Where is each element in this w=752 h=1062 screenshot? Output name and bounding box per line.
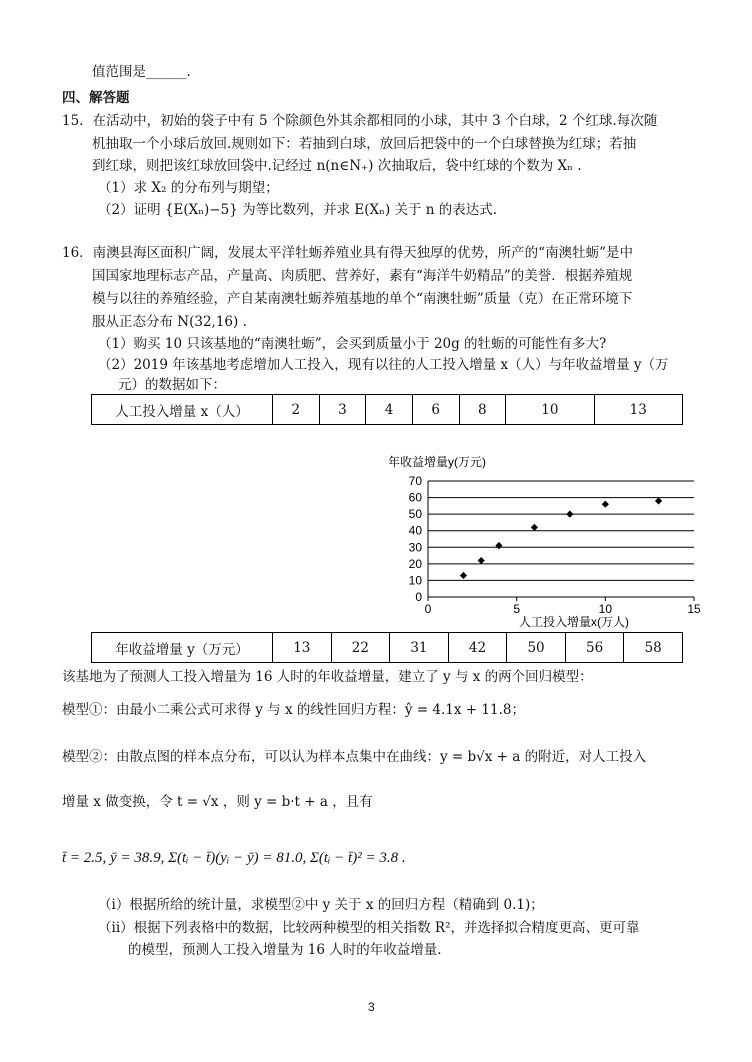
model-2-line-2: 增量 x 做变换，令 t = √x ，则 y = b·t + a ，且有 — [62, 794, 373, 810]
table-cell: 2 — [273, 395, 320, 425]
q15-line-1: 15．在活动中，初始的袋子中有 5 个除颜色外其余都相同的小球，其中 3 个白球，2 个红球.每次随 — [62, 113, 658, 129]
q16-part-1: （1）购买 10 只该基地的“南澳牡蛎”，会买到质量小于 20g 的牡蛎的可能性有多大? — [98, 336, 607, 352]
table-cell: 22 — [331, 633, 390, 663]
table-cell: 4 — [366, 395, 413, 425]
table-row — [92, 633, 683, 663]
y-tick-label: 20 — [408, 556, 422, 571]
sub-question-i: （i）根据所给的统计量，求模型②中 y 关于 x 的回归方程（精确到 0.1)； — [98, 897, 544, 913]
y-tick-label: 50 — [408, 507, 422, 522]
table-cell: 13 — [273, 633, 332, 663]
sub-question-ii: （ii）根据下列表格中的数据，比较两种模型的相关指数 R²，并选择拟合精度更高、更可靠 — [98, 920, 640, 936]
data-point — [495, 542, 502, 549]
q16-line-1: 16．南澳县海区面积广阔，发展太平洋牡蛎养殖业具有得天独厚的优势，所产的“南澳牡蛎”是中 — [62, 245, 633, 261]
chart-xlabel: 人工投入增量x(万人) — [519, 615, 629, 629]
fill-blank-answer: 值范围是______. — [92, 64, 191, 80]
chart-title: 年收益增量y(万元) — [388, 455, 486, 469]
x-tick-label: 5 — [513, 602, 521, 616]
y-tick-label: 40 — [408, 523, 422, 538]
data-point — [566, 511, 573, 518]
data-point — [655, 497, 662, 504]
after-table-text: 该基地为了预测人工投入增量为 16 人时的年收益增量，建立了 y 与 x 的两个回归模型： — [62, 669, 593, 685]
q16-part-2: （2）2019 年该基地考虑增加人工投入，现有以往的人工投入增量 x（人）与年收益增量 y（万 — [98, 357, 669, 373]
table-cell: 13 — [594, 395, 682, 425]
table-cell: 6 — [412, 395, 459, 425]
table-cell: 42 — [448, 633, 507, 663]
scatter-chart — [384, 452, 714, 632]
x-tick-label: 10 — [598, 602, 613, 616]
y-tick-label: 70 — [408, 474, 422, 488]
table-cell: 3 — [319, 395, 366, 425]
data-point — [478, 557, 485, 564]
x-tick-label: 15 — [687, 602, 701, 616]
table-header-y: 年收益增量 y（万元） — [92, 633, 273, 663]
page-number: 3 — [368, 1000, 375, 1014]
q15-part-1: （1）求 X₂ 的分布列与期望； — [98, 180, 279, 196]
table-cell: 50 — [507, 633, 566, 663]
table-cell: 31 — [390, 633, 449, 663]
y-tick-label: 60 — [408, 490, 422, 505]
q15-line-2: 机抽取一个小球后放回.规则如下：若抽到白球，放回后把袋中的一个白球替换为红球；若抽 — [92, 136, 637, 152]
y-tick-label: 10 — [408, 573, 422, 588]
statistics-formula: t̄ = 2.5, ȳ = 38.9, Σ(tᵢ − t̄)(yᵢ − ȳ) = 81.0, Σ(tᵢ − t̄)² = 3.8 . — [62, 850, 406, 866]
table-header-x: 人工投入增量 x（人） — [92, 395, 273, 425]
table-x — [91, 394, 683, 425]
q16-line-2: 国国家地理标志产品，产量高、肉质肥、营养好，素有“海洋牛奶精品”的美誉．根据养殖规 — [92, 268, 633, 284]
y-tick-label: 0 — [415, 590, 422, 604]
section-heading: 四、解答题 — [62, 90, 130, 106]
model-2-line-1: 模型②：由散点图的样本点分布，可以认为样本点集中在曲线：y = b√x + a 的附近，对人工投入 — [62, 749, 647, 765]
q15-part-2: （2）证明 {E(Xₙ)−5} 为等比数列，并求 E(Xₙ) 关于 n 的表达式. — [98, 202, 498, 218]
table-cell: 58 — [624, 633, 683, 663]
sub-question-ii-cont: 的模型，预测人工投入增量为 16 人时的年收益增量. — [128, 942, 442, 958]
data-point — [531, 524, 538, 531]
table-cell: 10 — [506, 395, 594, 425]
table-cell: 56 — [565, 633, 624, 663]
model-1: 模型①：由最小二乘公式可求得 y 与 x 的线性回归方程：ŷ = 4.1x + 11.8； — [62, 702, 525, 718]
data-point — [460, 572, 467, 579]
table-cell: 8 — [459, 395, 506, 425]
q16-line-4: 服从正态分布 N(32,16) . — [92, 314, 247, 330]
x-tick-label: 0 — [424, 602, 432, 616]
y-tick-label: 30 — [408, 540, 422, 555]
table-y — [91, 632, 683, 663]
q15-line-3: 到红球，则把该红球放回袋中.记经过 n(n∈N₊) 次抽取后，袋中红球的个数为 Xₙ . — [92, 158, 582, 174]
data-point — [602, 501, 609, 508]
q16-line-3: 模与以往的养殖经验，产自某南澳牡蛎养殖基地的单个“南澳牡蛎”质量（克）在正常环境下 — [92, 291, 633, 307]
q16-part-2-cont: 元）的数据如下： — [118, 377, 226, 393]
table-row — [92, 395, 683, 425]
